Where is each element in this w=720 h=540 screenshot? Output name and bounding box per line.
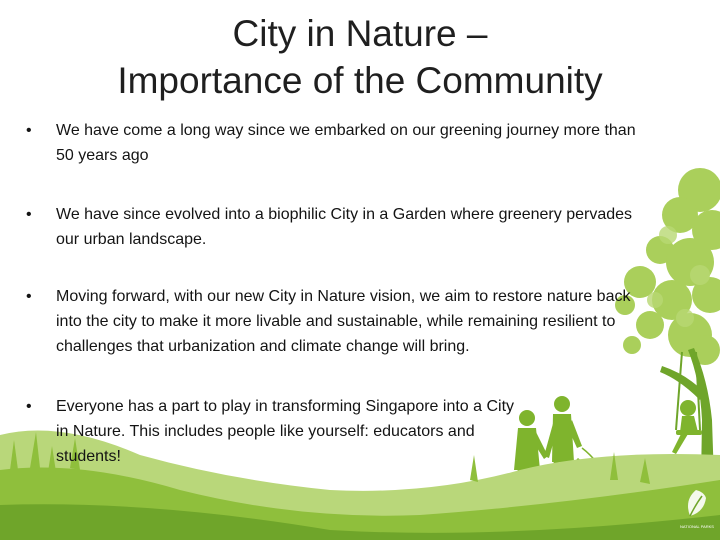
bullet-text: We have since evolved into a biophilic City in a Garden where greenery pervades our urban landscape. (56, 206, 633, 248)
bullet-glyph: • (26, 206, 32, 223)
bullet-text: Moving forward, with our new City in Nature vision, we aim to restore nature back into the city to make it more livable and sustainable, while remaining resilient to challenges that urbanization and climate change will bring. (56, 288, 631, 355)
national-parks-logo-text: NATIONAL PARKS (680, 524, 714, 529)
title-line-1: City in Nature – (232, 13, 488, 54)
bullet-text: We have come a long way since we embarked on our greening journey more than 50 years ago (56, 122, 636, 164)
bullet-text: Everyone has a part to play in transforming Singapore into a City in Nature. This includes people like yourself: educators and students! (56, 398, 515, 465)
bullet-item (26, 284, 646, 359)
bullet-glyph: • (26, 288, 32, 305)
bullet-item (26, 118, 646, 168)
bullet-glyph: • (26, 398, 32, 415)
slide-title (0, 10, 720, 104)
bullet-glyph: • (26, 122, 32, 139)
title-line-2: Importance of the Community (117, 60, 603, 101)
bullet-item (26, 202, 646, 252)
bullet-item (26, 394, 526, 469)
